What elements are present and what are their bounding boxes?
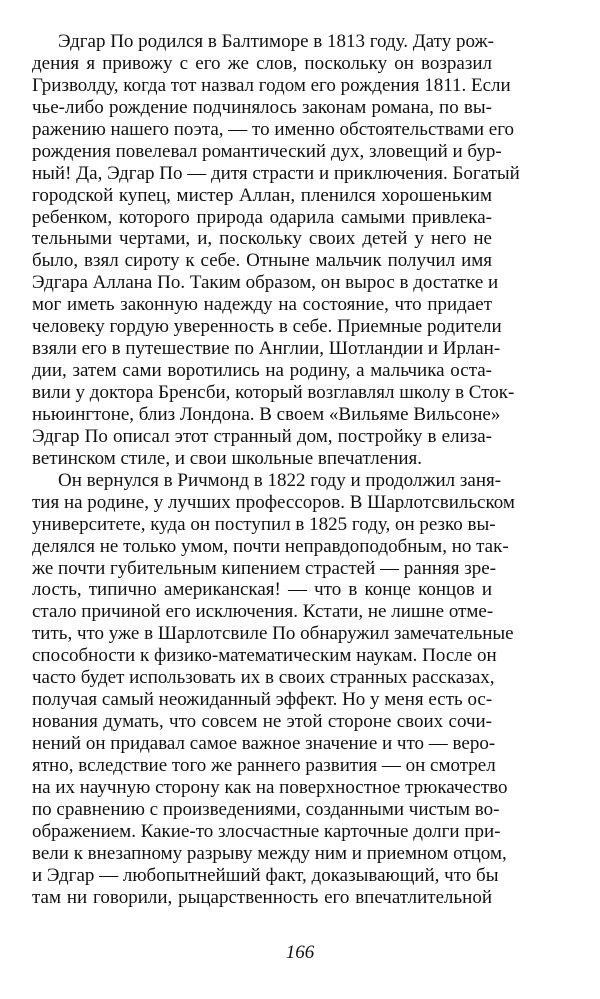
body-text	[32, 31, 520, 909]
page-number: 166	[285, 942, 315, 963]
text-line: взяли его в путешествие по Англии, Шотландии и Ирлан-	[32, 338, 501, 360]
text-line: способности к физико-математическим наукам. После он	[32, 645, 497, 667]
text-line: вили у доктора Бренсби, который возглавлял школу в Сток-	[32, 382, 515, 403]
text-line: чье-либо рождение подчинялось законам романа, по вы-	[32, 96, 492, 118]
text-line: городской купец, мистер Аллан, пленился хорошеньким	[32, 184, 492, 206]
text-line: рождения повелевал романтический дух, зловещий и бур-	[32, 140, 502, 162]
text-line: часто будет использовать их в своих странных рассказах,	[32, 667, 495, 689]
text-line: же почти губительным кипением страстей — ранняя зре-	[32, 557, 497, 579]
text-line: Эдгара Аллана По. Таким образом, он вырос в достатке и	[32, 272, 499, 294]
text-line: на их научную сторону как на поверхностное трюкачество	[32, 776, 508, 798]
text-line: ображением. Какие-то злосчастные карточные долги при-	[32, 820, 501, 842]
text-line: мог иметь законную надежду на состояние, что придает	[32, 294, 492, 316]
paragraph	[32, 469, 515, 909]
text-line: получая самый неожиданный эффект. Но у меня есть ос-	[32, 689, 493, 711]
text-line: ветинском стиле, и свои школьные впечатления.	[32, 447, 423, 469]
text-line: по сравнению с произведениями, созданными чистым во-	[32, 798, 500, 820]
text-line: делялся не только умом, почти неправдоподобным, но так-	[32, 535, 509, 557]
text-line: человеку гордую уверенность в себе. Приемные родители	[32, 316, 502, 338]
text-line: ятно, вследствие того же раннего развития — он смотрел	[32, 754, 496, 776]
text-line: нений он придавал самое важное значение и что — веро-	[32, 733, 496, 754]
text-line: тия на родине, у лучших профессоров. В Шарлотсвильском	[32, 491, 515, 513]
text-line: ребенком, которого природа одарила самыми привлека-	[32, 206, 492, 228]
text-line: и Эдгар — любопытнейший факт, доказывающий, что бы	[32, 864, 499, 886]
text-line: вели к внезапному разрыву между ним и приемном отцом,	[32, 842, 507, 864]
paragraph	[32, 31, 520, 470]
text-line: нования думать, что совсем не этой стороне своих сочи-	[32, 711, 492, 733]
text-line: Эдгар По родился в Балтиморе в 1813 году. Дату рож-	[58, 31, 494, 52]
text-line: тить, что уже в Шарлотсвиле По обнаружил замечательные	[32, 623, 514, 645]
text-line: тельными чертами, и, поскольку своих детей у него не	[32, 228, 492, 250]
text-line: Эдгар По описал этот странный дом, постройку в елиза-	[32, 425, 492, 447]
text-line: Он вернулся в Ричмонд в 1822 году и продолжил заня-	[58, 469, 502, 491]
text-line: там ни говорили, рыцарственность его впечатлительной	[32, 886, 492, 908]
text-line: ражению нашего поэта, — то именно обстоятельствами его	[32, 118, 515, 140]
text-line: было, взял сироту к себе. Отныне мальчик получил имя	[32, 250, 492, 272]
text-line: лость, типично американская! — что в конце концов и	[32, 579, 492, 601]
text-line: стало причиной его исключения. Кстати, не лишне отме-	[32, 601, 494, 623]
text-line: дии, затем сами воротились на родину, а мальчика оста-	[32, 360, 492, 382]
text-line: Гризволду, когда тот назвал годом его рождения 1811. Если	[32, 74, 511, 96]
text-line: университете, куда он поступил в 1825 году, он резко вы-	[32, 513, 496, 535]
text-line: ный! Да, Эдгар По — дитя страсти и приключения. Богатый	[32, 162, 520, 184]
text-line: дения я привожу с его же слов, поскольку он возразил	[32, 52, 492, 74]
text-line: ньюингтоне, близ Лондона. В своем «Вильяме Вильсоне»	[32, 403, 501, 425]
